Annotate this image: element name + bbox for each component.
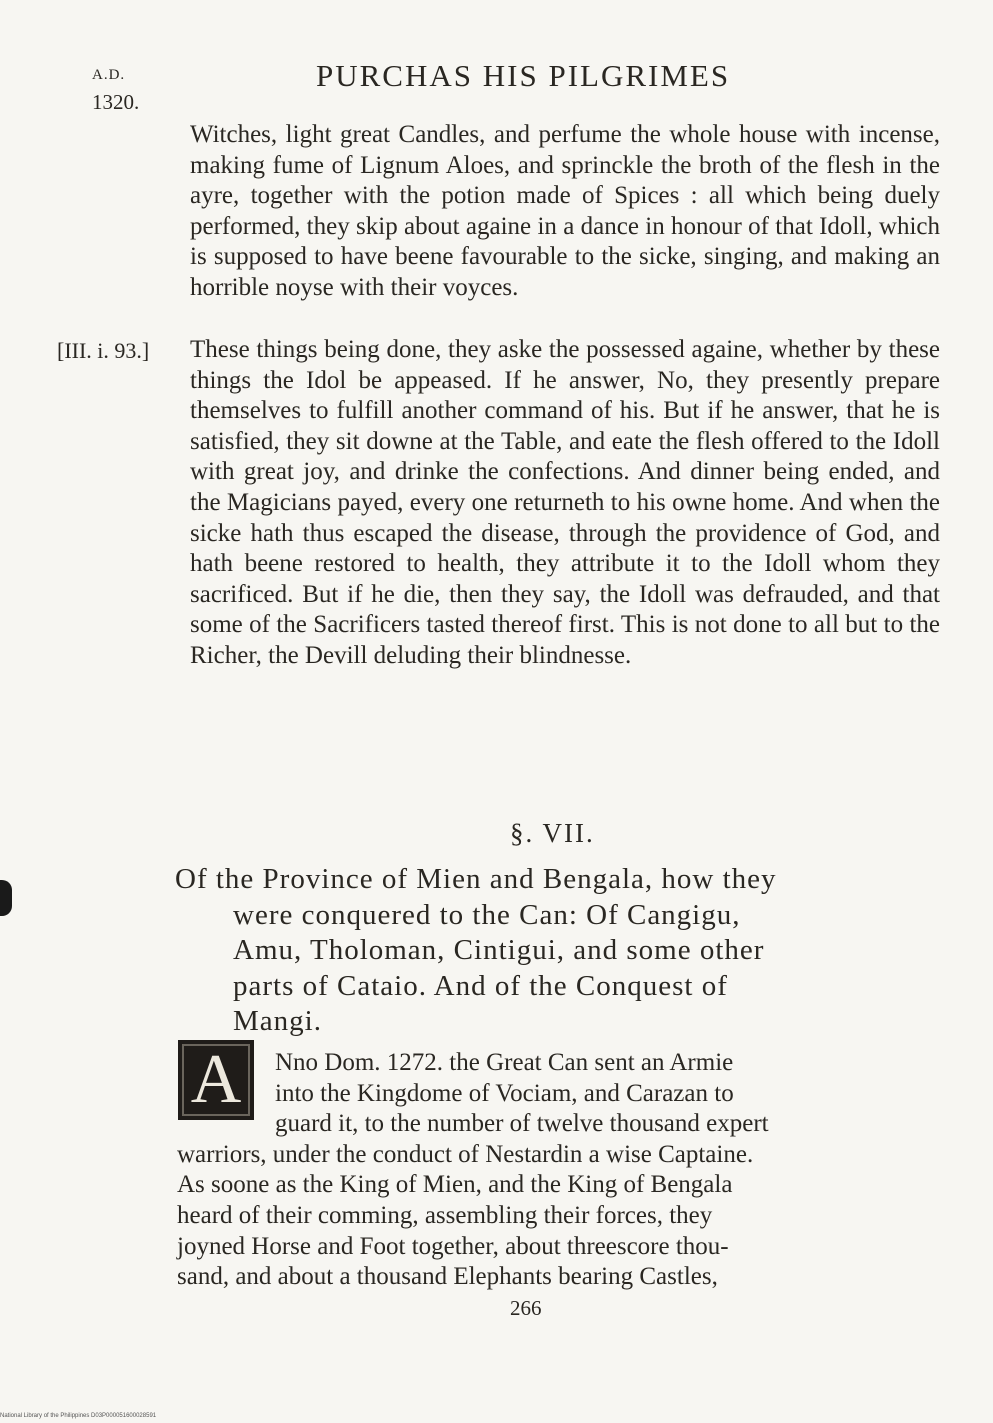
paragraph-3-line: Nno Dom. 1272. the Great Can sent an Armie xyxy=(275,1049,734,1076)
page-edge-blot xyxy=(0,880,12,916)
paragraph-3-line: warriors, under the conduct of Nestardin a wise Captaine. xyxy=(177,1140,754,1168)
section-heading xyxy=(175,862,935,1040)
paragraph-3-line: As soone as the King of Mien, and the King of Bengala xyxy=(177,1171,733,1199)
paragraph-3-line: into the Kingdome of Vociam, and Carazan to xyxy=(275,1079,734,1107)
paragraph-1 xyxy=(190,120,940,304)
margin-reference: [III. i. 93.] xyxy=(57,338,150,363)
paragraph-2-text: These things being done, they aske the possessed againe, whether by these things the Idol be appeased. If he answer, No, they presently prepare themselves to fulfill another command of his. But if he answer, that he is satisfied, they sit downe at the Table, and eate the flesh offered to the Idoll with great joy, and drinke the confections. And dinner being ended, and the Magicians payed, every one returneth to his owne home. And when the sicke hath thus escaped the disease, through the providence of God, and hath beene restored to health, they attribute it to the Idoll whom they sacrificed. But if he die, then they say, the Idoll was defrauded, and that some of the Sacrificers tasted thereof first. This is not done to all but to the Richer, the Devill deluding their blindnesse. xyxy=(190,336,940,669)
paragraph-3-line: sand, and about a thousand Elephants bearing Castles, xyxy=(177,1263,718,1291)
page-number: 266 xyxy=(510,1296,542,1320)
section-number: §. VII. xyxy=(510,818,595,848)
paragraph-3-line: joyned Horse and Foot together, about threescore thou- xyxy=(177,1232,729,1260)
margin-date xyxy=(92,66,139,115)
heading-line: Amu, Tholoman, Cintigui, and some other xyxy=(233,934,765,966)
heading-line: parts of Cataio. And of the Conquest of xyxy=(233,969,728,1002)
running-head: PURCHAS HIS PILGRIMES xyxy=(316,58,731,93)
paragraph-2 xyxy=(190,335,940,672)
margin-year: 1320. xyxy=(92,90,140,114)
paragraph-1-text: Witches, light great Candles, and perfume the whole house with incense, making fume of Lignum Aloes, and sprinckle the broth of the flesh in the ayre, together with the potion made of Spices : all which being duely performed, they skip about againe in a dance in honour of that Idoll, which is supposed to have beene favourable to the sicke, singing, and making an horrible noyse with their voyces. xyxy=(190,121,940,301)
heading-line: Mangi. xyxy=(233,1005,322,1037)
heading-line: Of the Province of Mien and Bengala, how they xyxy=(175,863,777,895)
paragraph-3-line: guard it, to the number of twelve thousand expert xyxy=(275,1110,769,1138)
decorated-initial: A xyxy=(178,1040,254,1120)
heading-line: were conquered to the Can: Of Cangigu, xyxy=(233,898,741,931)
margin-ad: A.D. xyxy=(92,67,126,83)
paragraph-3 xyxy=(177,1048,922,1293)
paragraph-3-line: heard of their comming, assembling their forces, they xyxy=(177,1201,713,1229)
footer-credit: National Library of the Philippines D03P000051600028591 xyxy=(0,1413,157,1419)
